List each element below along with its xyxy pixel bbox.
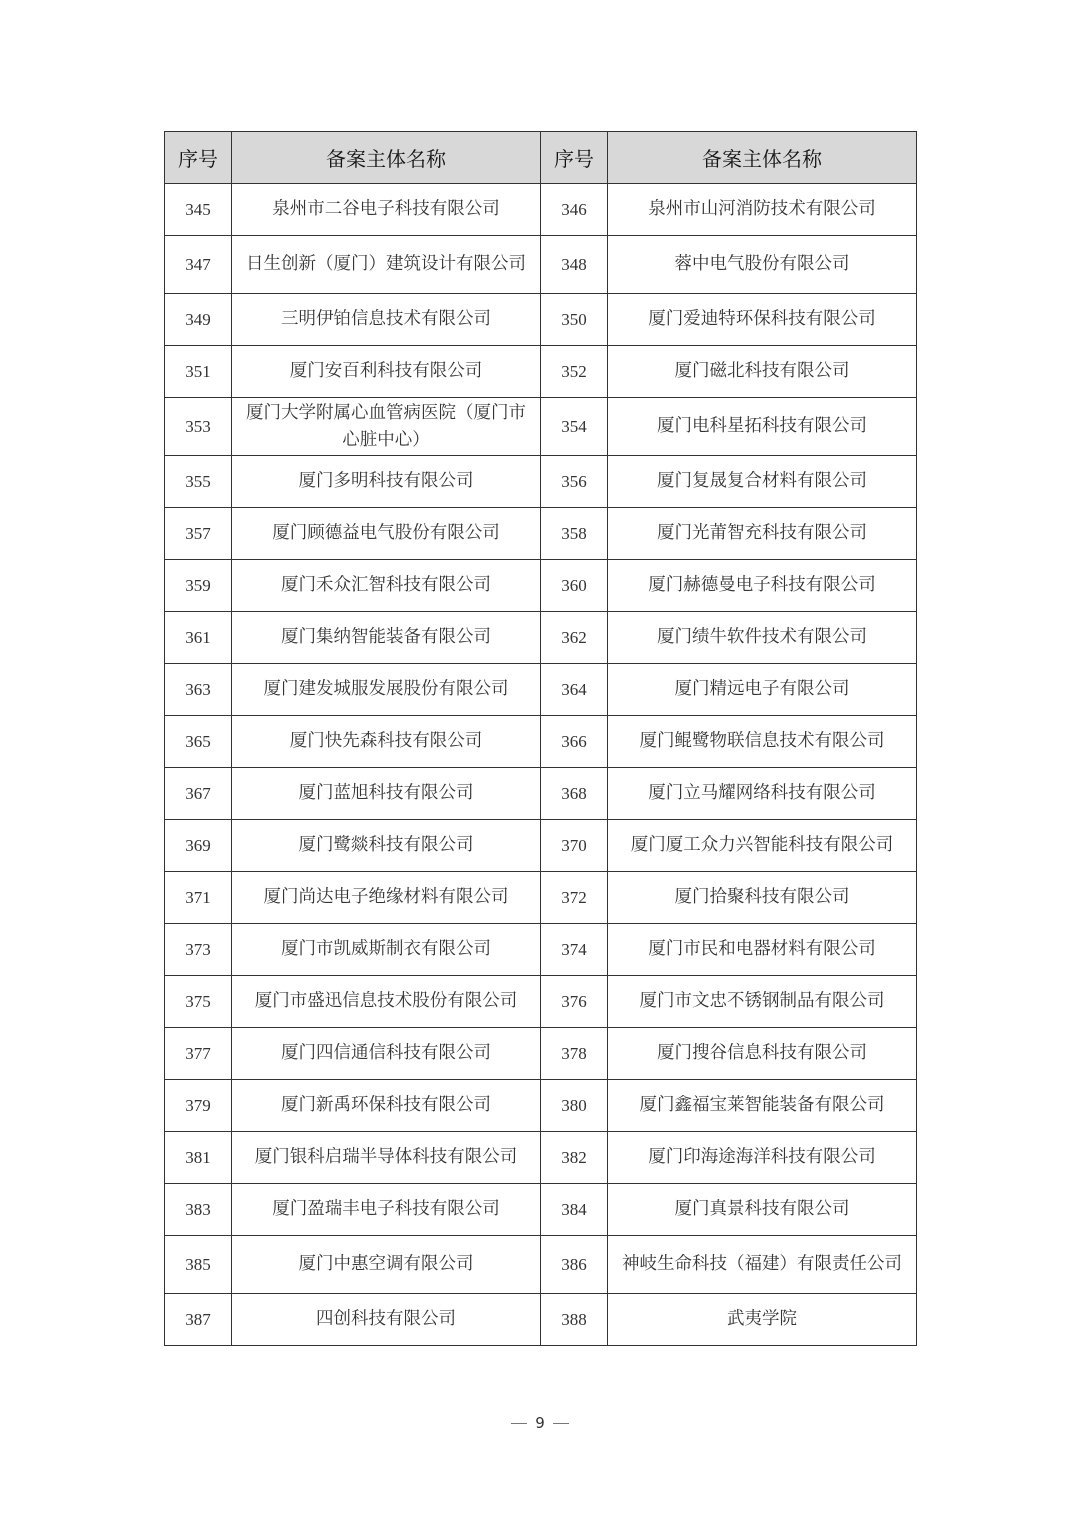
table-row [165, 612, 917, 664]
serial-number-cell: 354 [541, 398, 608, 456]
table-body [165, 184, 917, 1346]
table-row [165, 872, 917, 924]
table-row [165, 346, 917, 398]
registration-table [164, 131, 917, 1346]
serial-number-cell: 352 [541, 346, 608, 398]
serial-number-cell: 371 [165, 872, 232, 924]
serial-number-cell: 375 [165, 976, 232, 1028]
entity-name-cell: 三明伊铂信息技术有限公司 [232, 294, 541, 346]
serial-number-cell: 376 [541, 976, 608, 1028]
table-row [165, 664, 917, 716]
entity-name-cell: 厦门鑫福宝莱智能装备有限公司 [608, 1080, 917, 1132]
serial-number-cell: 364 [541, 664, 608, 716]
serial-number-cell: 387 [165, 1294, 232, 1346]
table-row [165, 820, 917, 872]
entity-name-cell: 厦门新禹环保科技有限公司 [232, 1080, 541, 1132]
footer-dash-right [553, 1423, 569, 1424]
entity-name-cell: 厦门光莆智充科技有限公司 [608, 508, 917, 560]
entity-name-cell: 武夷学院 [608, 1294, 917, 1346]
serial-number-cell: 380 [541, 1080, 608, 1132]
serial-number-cell: 388 [541, 1294, 608, 1346]
serial-number-cell: 369 [165, 820, 232, 872]
serial-number-cell: 373 [165, 924, 232, 976]
serial-number-cell: 346 [541, 184, 608, 236]
entity-name-cell: 厦门精远电子有限公司 [608, 664, 917, 716]
table-row [165, 456, 917, 508]
entity-name-cell: 厦门拾聚科技有限公司 [608, 872, 917, 924]
table-row [165, 1236, 917, 1294]
page-number: 9 [535, 1414, 545, 1432]
entity-name-cell: 泉州市二谷电子科技有限公司 [232, 184, 541, 236]
table-row [165, 236, 917, 294]
entity-name-cell: 四创科技有限公司 [232, 1294, 541, 1346]
entity-name-cell: 厦门赫德曼电子科技有限公司 [608, 560, 917, 612]
entity-name-cell: 厦门复晟复合材料有限公司 [608, 456, 917, 508]
entity-name-cell: 厦门立马耀网络科技有限公司 [608, 768, 917, 820]
entity-name-cell: 厦门市凯威斯制衣有限公司 [232, 924, 541, 976]
serial-number-cell: 385 [165, 1236, 232, 1294]
table-row [165, 1080, 917, 1132]
serial-number-cell: 358 [541, 508, 608, 560]
serial-number-cell: 345 [165, 184, 232, 236]
serial-number-cell: 357 [165, 508, 232, 560]
entity-name-cell: 泉州市山河消防技术有限公司 [608, 184, 917, 236]
table-row [165, 508, 917, 560]
table-row [165, 924, 917, 976]
entity-name-cell: 厦门爱迪特环保科技有限公司 [608, 294, 917, 346]
entity-name-cell: 日生创新（厦门）建筑设计有限公司 [232, 236, 541, 294]
entity-name-cell: 厦门集纳智能装备有限公司 [232, 612, 541, 664]
serial-number-cell: 355 [165, 456, 232, 508]
entity-name-cell: 神岐生命科技（福建）有限责任公司 [608, 1236, 917, 1294]
serial-number-cell: 374 [541, 924, 608, 976]
table-row [165, 1294, 917, 1346]
entity-name-cell: 厦门盈瑞丰电子科技有限公司 [232, 1184, 541, 1236]
entity-name-cell: 厦门蓝旭科技有限公司 [232, 768, 541, 820]
table-row [165, 560, 917, 612]
entity-name-cell: 厦门建发城服发展股份有限公司 [232, 664, 541, 716]
serial-number-cell: 350 [541, 294, 608, 346]
table-row [165, 716, 917, 768]
serial-number-cell: 384 [541, 1184, 608, 1236]
entity-name-cell: 厦门搜谷信息科技有限公司 [608, 1028, 917, 1080]
header-serial-right: 序号 [541, 132, 608, 184]
footer-dash-left [511, 1423, 527, 1424]
entity-name-cell: 厦门尚达电子绝缘材料有限公司 [232, 872, 541, 924]
entity-name-cell: 厦门顾德益电气股份有限公司 [232, 508, 541, 560]
entity-name-cell: 厦门鲲鹭物联信息技术有限公司 [608, 716, 917, 768]
serial-number-cell: 368 [541, 768, 608, 820]
serial-number-cell: 377 [165, 1028, 232, 1080]
table-row [165, 1028, 917, 1080]
serial-number-cell: 349 [165, 294, 232, 346]
serial-number-cell: 351 [165, 346, 232, 398]
entity-name-cell: 厦门印海途海洋科技有限公司 [608, 1132, 917, 1184]
entity-name-cell: 厦门磁北科技有限公司 [608, 346, 917, 398]
table-row [165, 1184, 917, 1236]
serial-number-cell: 379 [165, 1080, 232, 1132]
serial-number-cell: 359 [165, 560, 232, 612]
entity-name-cell: 厦门大学附属心血管病医院（厦门市心脏中心） [232, 398, 541, 456]
serial-number-cell: 353 [165, 398, 232, 456]
entity-name-cell: 厦门禾众汇智科技有限公司 [232, 560, 541, 612]
table-row [165, 1132, 917, 1184]
serial-number-cell: 356 [541, 456, 608, 508]
entity-name-cell: 厦门鹭燚科技有限公司 [232, 820, 541, 872]
serial-number-cell: 348 [541, 236, 608, 294]
page-footer [0, 1414, 1080, 1432]
entity-name-cell: 厦门银科启瑞半导体科技有限公司 [232, 1132, 541, 1184]
table-row [165, 768, 917, 820]
table-row [165, 184, 917, 236]
serial-number-cell: 365 [165, 716, 232, 768]
serial-number-cell: 372 [541, 872, 608, 924]
entity-name-cell: 厦门厦工众力兴智能科技有限公司 [608, 820, 917, 872]
serial-number-cell: 378 [541, 1028, 608, 1080]
entity-name-cell: 厦门四信通信科技有限公司 [232, 1028, 541, 1080]
serial-number-cell: 347 [165, 236, 232, 294]
header-serial-left: 序号 [165, 132, 232, 184]
entity-name-cell: 厦门绩牛软件技术有限公司 [608, 612, 917, 664]
entity-name-cell: 蓉中电气股份有限公司 [608, 236, 917, 294]
entity-name-cell: 厦门安百利科技有限公司 [232, 346, 541, 398]
entity-name-cell: 厦门电科星拓科技有限公司 [608, 398, 917, 456]
entity-name-cell: 厦门市民和电器材料有限公司 [608, 924, 917, 976]
entity-name-cell: 厦门快先森科技有限公司 [232, 716, 541, 768]
entity-name-cell: 厦门多明科技有限公司 [232, 456, 541, 508]
entity-name-cell: 厦门中惠空调有限公司 [232, 1236, 541, 1294]
header-entity-name-right: 备案主体名称 [608, 132, 917, 184]
table-row [165, 294, 917, 346]
table-header-row [165, 132, 917, 184]
entity-name-cell: 厦门真景科技有限公司 [608, 1184, 917, 1236]
entity-name-cell: 厦门市文忠不锈钢制品有限公司 [608, 976, 917, 1028]
serial-number-cell: 362 [541, 612, 608, 664]
entity-name-cell: 厦门市盛迅信息技术股份有限公司 [232, 976, 541, 1028]
serial-number-cell: 360 [541, 560, 608, 612]
serial-number-cell: 367 [165, 768, 232, 820]
serial-number-cell: 381 [165, 1132, 232, 1184]
table-row [165, 398, 917, 456]
serial-number-cell: 386 [541, 1236, 608, 1294]
serial-number-cell: 383 [165, 1184, 232, 1236]
serial-number-cell: 382 [541, 1132, 608, 1184]
header-entity-name-left: 备案主体名称 [232, 132, 541, 184]
serial-number-cell: 370 [541, 820, 608, 872]
table-row [165, 976, 917, 1028]
serial-number-cell: 366 [541, 716, 608, 768]
serial-number-cell: 361 [165, 612, 232, 664]
serial-number-cell: 363 [165, 664, 232, 716]
